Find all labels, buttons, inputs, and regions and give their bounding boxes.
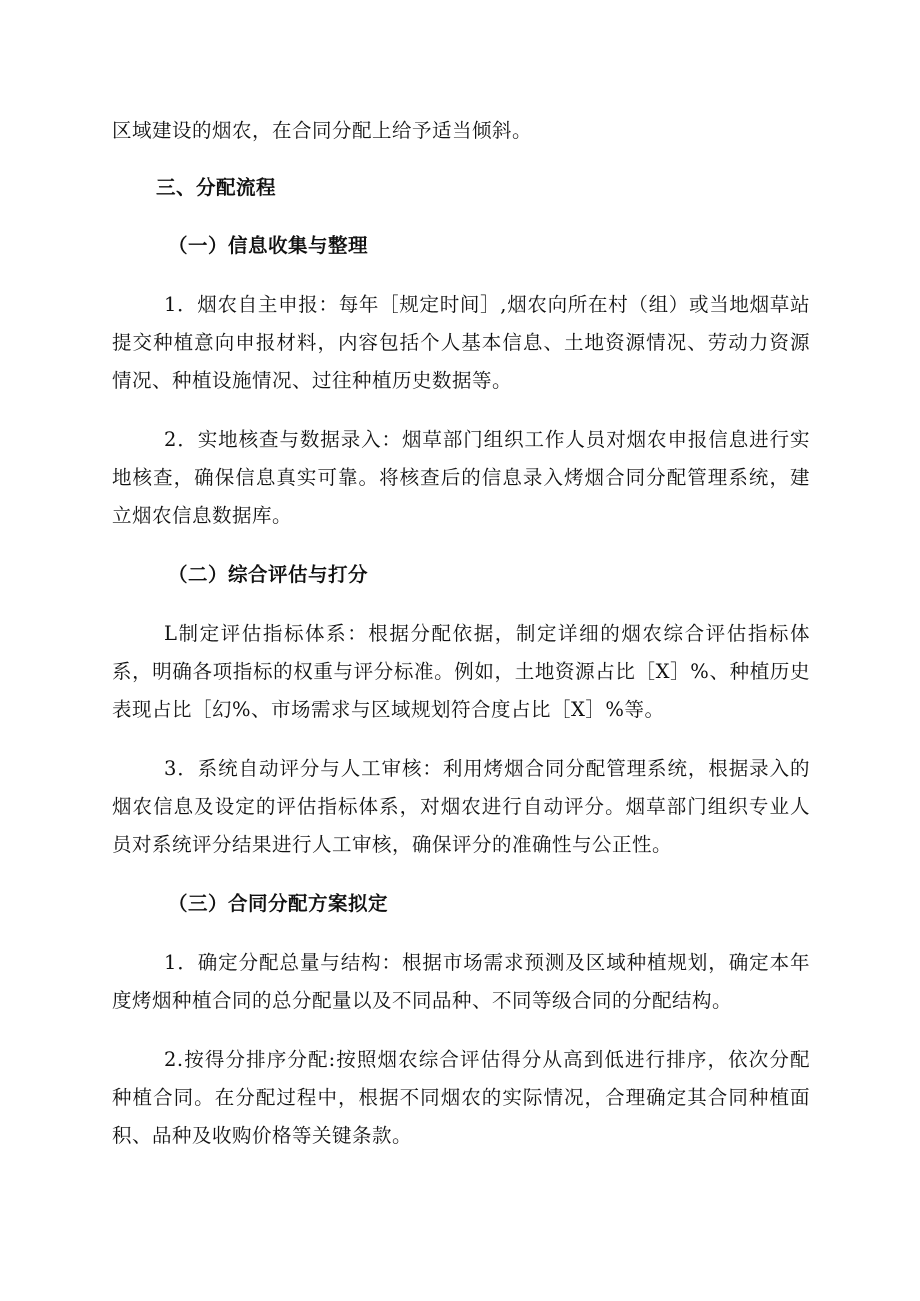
paragraph-evaluation-indicators: L制定评估指标体系：根据分配依据，制定详细的烟农综合评估指标体系，明确各项指标的权重与评分标准。例如，土地资源占比［X］%、种植历史表现占比［幻%、市场需求与区域规划符合度占比［X］%等。 <box>112 621 810 721</box>
subsection-heading-contract-plan: （三）合同分配方案拟定 <box>168 891 389 915</box>
subsection-heading-evaluation: （二）综合评估与打分 <box>168 562 369 586</box>
paragraph-auto-scoring: 3．系统自动评分与人工审核：利用烤烟合同分配管理系统，根据录入的烟农信息及设定的评估指标体系，对烟农进行自动评分。烟草部门组织专业人员对系统评分结果进行人工审核，确保评分的准确性与公正性。 <box>112 756 810 856</box>
section-heading-distribution-process: 三、分配流程 <box>156 176 277 199</box>
paragraph-self-declaration: 1．烟农自主申报：每年［规定时间］,烟农向所在村（组）或当地烟草站提交种植意向申报材料，内容包括个人基本信息、土地资源情况、劳动力资源情况、种植设施情况、过往种植历史数据等。 <box>112 292 810 392</box>
paragraph-onsite-verification: 2．实地核查与数据录入：烟草部门组织工作人员对烟农申报信息进行实地核查，确保信息真实可靠。将核查后的信息录入烤烟合同分配管理系统，建立烟农信息数据库。 <box>112 427 810 527</box>
paragraph-total-allocation: 1．确定分配总量与结构：根据市场需求预测及区域种植规划，确定本年度烤烟种植合同的总分配量以及不同品种、不同等级合同的分配结构。 <box>112 950 810 1012</box>
paragraph-continuation: 区域建设的烟农，在合同分配上给予适当倾斜。 <box>112 119 533 142</box>
paragraph-score-ranking: 2.按得分排序分配:按照烟农综合评估得分从高到低进行排序，依次分配种植合同。在分配过程中，根据不同烟农的实际情况，合理确定其合同种植面积、品种及收购价格等关键条款。 <box>112 1047 810 1147</box>
subsection-heading-info-collection: （一）信息收集与整理 <box>168 233 369 257</box>
